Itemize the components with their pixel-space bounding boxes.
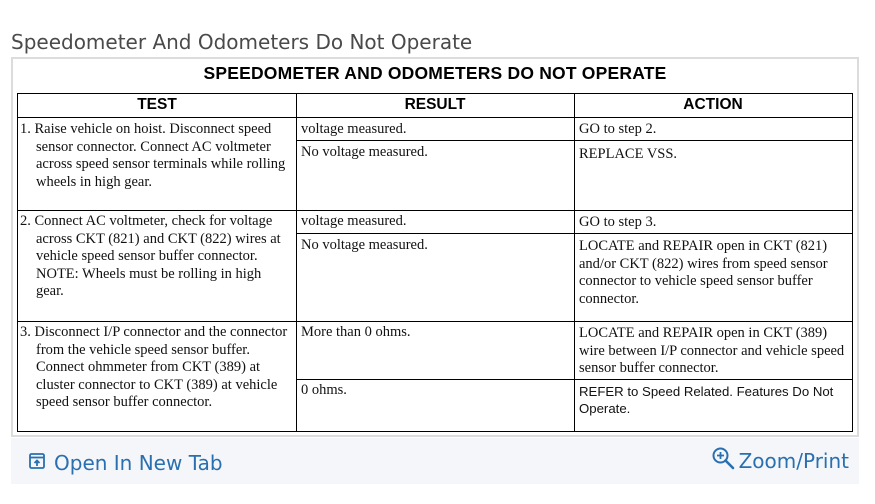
document-image-frame bbox=[11, 57, 859, 437]
step-1-result-2: No voltage measured. bbox=[301, 144, 428, 160]
step-3-test: 3. Disconnect I/P connector and the connector from the vehicle speed sensor buffer. Connect ohmmeter from CKT (389) at cluster connector to CKT (389) at vehicle speed sensor buffer connector. bbox=[20, 324, 288, 410]
open-new-tab-icon bbox=[28, 451, 46, 475]
step-3-action-2: REFER to Speed Related. Features Do Not Operate. bbox=[579, 384, 834, 416]
step-2-action-2: LOCATE and REPAIR open in CKT (821) and/or CKT (822) wires from speed sensor connector to vehicle speed sensor buffer connector. bbox=[579, 238, 828, 307]
step-1-test: 1. Raise vehicle on hoist. Disconnect speed sensor connector. Connect AC voltmeter across speed sensor terminals while rolling wheels in high gear. bbox=[20, 121, 286, 190]
step-2-action-1: GO to step 3. bbox=[579, 214, 657, 230]
zoom-in-icon bbox=[711, 446, 735, 475]
step-2-result-1: voltage measured. bbox=[301, 213, 407, 229]
diagnostic-table bbox=[17, 93, 853, 432]
step-3-result-2: 0 ohms. bbox=[301, 382, 347, 398]
open-in-new-tab-label: Open In New Tab bbox=[54, 451, 223, 475]
step-1-action-1: GO to step 2. bbox=[579, 121, 657, 137]
step-3-result-1: More than 0 ohms. bbox=[301, 324, 411, 340]
zoom-print-label: Zoom/Print bbox=[738, 448, 849, 473]
step-1-result-1: voltage measured. bbox=[301, 121, 407, 137]
page-title: Speedometer And Odometers Do Not Operate bbox=[11, 30, 473, 54]
step-3-action-1: LOCATE and REPAIR open in CKT (389) wire between I/P connector and vehicle speed sensor buffer connector. bbox=[579, 325, 845, 376]
column-header-result: RESULT bbox=[296, 94, 574, 118]
step-1-action-2: REPLACE VSS. bbox=[579, 146, 678, 162]
step-2-result-2: No voltage measured. bbox=[301, 237, 428, 253]
step-2-test: 2. Connect AC voltmeter, check for voltage across CKT (821) and CKT (822) wires at vehicle speed sensor buffer connector. NOTE: Wheels must be rolling in high gear. bbox=[20, 213, 281, 299]
column-header-action: ACTION bbox=[574, 94, 852, 118]
zoom-print-link[interactable] bbox=[711, 446, 849, 475]
open-in-new-tab-link[interactable] bbox=[28, 451, 223, 475]
column-header-test: TEST bbox=[18, 94, 296, 118]
document-title: SPEEDOMETER AND ODOMETERS DO NOT OPERATE bbox=[203, 63, 667, 83]
image-footer-bar bbox=[11, 438, 859, 484]
